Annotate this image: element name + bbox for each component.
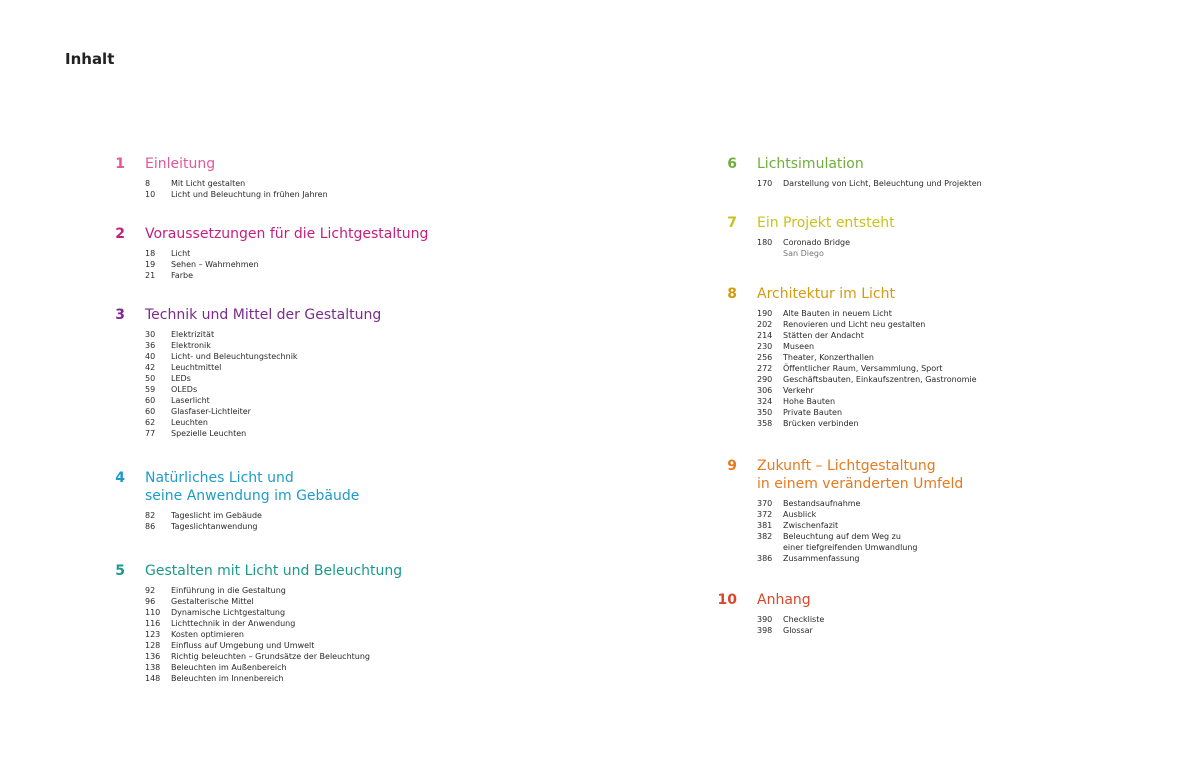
chapter-entries bbox=[145, 329, 625, 439]
toc-entry bbox=[757, 319, 1200, 330]
entry-page-number: 202 bbox=[757, 320, 773, 329]
entry-label-group bbox=[783, 308, 892, 319]
entry-page-number: 96 bbox=[145, 597, 156, 606]
entry-label: Darstellung von Licht, Beleuchtung und Projekten bbox=[783, 179, 982, 188]
chapter-10 bbox=[712, 591, 1200, 636]
entry-label: Coronado Bridge bbox=[783, 238, 851, 247]
entry-label-group bbox=[783, 614, 824, 625]
entry-page-number: 86 bbox=[145, 522, 156, 531]
toc-entry bbox=[145, 384, 625, 395]
toc-entry bbox=[757, 178, 1200, 189]
entry-label-group bbox=[171, 189, 328, 200]
toc-entry bbox=[145, 521, 625, 532]
toc-entry bbox=[757, 520, 1200, 531]
entry-page-number: 50 bbox=[145, 374, 156, 383]
entry-page-number: 180 bbox=[757, 238, 773, 247]
entry-label-group bbox=[783, 319, 925, 330]
entry-page-number: 398 bbox=[757, 626, 773, 635]
entry-page-number: 128 bbox=[145, 641, 161, 650]
entry-page-number: 116 bbox=[145, 619, 161, 628]
entry-label: Kosten optimieren bbox=[171, 630, 244, 639]
entry-label-group bbox=[171, 351, 298, 362]
entry-page-number: 59 bbox=[145, 385, 156, 394]
entry-label-group bbox=[171, 395, 210, 406]
entry-page-number: 272 bbox=[757, 364, 773, 373]
entry-page-number: 21 bbox=[145, 271, 156, 280]
chapter-number: 8 bbox=[727, 286, 737, 302]
chapter-title: Architektur im Licht bbox=[757, 286, 895, 302]
chapter-7 bbox=[712, 214, 1200, 259]
entry-label-group bbox=[783, 520, 838, 531]
entry-page-number: 60 bbox=[145, 396, 156, 405]
chapter-entries bbox=[145, 510, 625, 532]
entry-label-group bbox=[783, 385, 814, 396]
toc-entry bbox=[145, 270, 625, 281]
entry-label-group bbox=[171, 629, 244, 640]
entry-label: LEDs bbox=[171, 374, 191, 383]
entry-label-group bbox=[783, 509, 816, 520]
entry-label: Beleuchtung auf dem Weg zu einer tiefgreifenden Umwandlung bbox=[783, 532, 918, 552]
chapter-number: 3 bbox=[115, 307, 125, 323]
entry-page-number: 92 bbox=[145, 586, 156, 595]
toc-entry bbox=[145, 417, 625, 428]
entry-label-group bbox=[171, 640, 314, 651]
entry-label: Leuchtmittel bbox=[171, 363, 222, 372]
entry-label-group bbox=[171, 662, 287, 673]
entry-page-number: 60 bbox=[145, 407, 156, 416]
entry-label: Stätten der Andacht bbox=[783, 331, 864, 340]
toc-entry bbox=[757, 418, 1200, 429]
entry-label: Licht und Beleuchtung in frühen Jahren bbox=[171, 190, 328, 199]
entry-page-number: 123 bbox=[145, 630, 161, 639]
toc-entry bbox=[145, 329, 625, 340]
chapter-title: Anhang bbox=[757, 592, 811, 608]
entry-label-group bbox=[783, 407, 842, 418]
entry-label-group bbox=[171, 607, 285, 618]
entry-label: Richtig beleuchten – Grundsätze der Beleuchtung bbox=[171, 652, 370, 661]
entry-page-number: 190 bbox=[757, 309, 773, 318]
entry-page-number: 256 bbox=[757, 353, 773, 362]
entry-page-number: 10 bbox=[145, 190, 156, 199]
entry-label-group bbox=[171, 248, 190, 259]
entry-page-number: 390 bbox=[757, 615, 773, 624]
toc-entry bbox=[145, 406, 625, 417]
entry-page-number: 40 bbox=[145, 352, 156, 361]
chapter-title: Einleitung bbox=[145, 156, 216, 172]
toc-entry bbox=[757, 509, 1200, 520]
entry-label: Laserlicht bbox=[171, 396, 210, 405]
entry-label-group bbox=[783, 352, 874, 363]
entry-page-number: 42 bbox=[145, 363, 156, 372]
entry-label: Farbe bbox=[171, 271, 194, 280]
entry-label-group bbox=[171, 384, 197, 395]
entry-page-number: 36 bbox=[145, 341, 156, 350]
entry-label-group bbox=[171, 362, 221, 373]
toc-entry bbox=[757, 396, 1200, 407]
toc-entry bbox=[145, 618, 625, 629]
entry-label: Leuchten bbox=[171, 418, 208, 427]
entry-label-group bbox=[783, 341, 814, 352]
chapter-entries bbox=[757, 614, 1200, 636]
toc-entry bbox=[757, 553, 1200, 564]
chapter-6 bbox=[712, 155, 1200, 189]
toc-entry bbox=[145, 662, 625, 673]
entry-label-group bbox=[171, 673, 284, 684]
entry-page-number: 358 bbox=[757, 419, 773, 428]
toc-entry bbox=[757, 308, 1200, 319]
toc-entry bbox=[757, 625, 1200, 636]
entry-label: Glossar bbox=[783, 626, 813, 635]
entry-label-group bbox=[783, 396, 835, 407]
chapter-title: Natürliches Licht und seine Anwendung im Gebäude bbox=[145, 470, 360, 504]
entry-label-group bbox=[171, 406, 251, 417]
toc-entry bbox=[145, 596, 625, 607]
entry-label-group bbox=[171, 428, 246, 439]
entry-label: Alte Bauten in neuem Licht bbox=[783, 309, 892, 318]
entry-label-group bbox=[171, 596, 254, 607]
entry-label: Elektrizität bbox=[171, 330, 215, 339]
entry-label: Ausblick bbox=[783, 510, 817, 519]
entry-label: Brücken verbinden bbox=[783, 419, 859, 428]
chapter-9 bbox=[712, 457, 1200, 564]
entry-label: Öffentlicher Raum, Versammlung, Sport bbox=[783, 364, 943, 373]
toc-entry bbox=[757, 237, 1200, 259]
entry-label-group bbox=[171, 521, 258, 532]
entry-label: OLEDs bbox=[171, 385, 198, 394]
entry-label: Tageslichtanwendung bbox=[171, 522, 258, 531]
entry-label: Tageslicht im Gebäude bbox=[171, 511, 262, 520]
entry-label-group bbox=[783, 363, 943, 374]
chapter-title: Voraussetzungen für die Lichtgestaltung bbox=[145, 226, 429, 242]
chapter-2 bbox=[100, 225, 625, 281]
toc-entry bbox=[145, 340, 625, 351]
entry-label: Geschäftsbauten, Einkaufszentren, Gastronomie bbox=[783, 375, 977, 384]
chapter-number: 4 bbox=[115, 470, 125, 486]
entry-label: Verkehr bbox=[783, 386, 814, 395]
entry-label-group bbox=[171, 373, 191, 384]
entry-label-group bbox=[783, 553, 859, 564]
entry-label: Beleuchten im Innenbereich bbox=[171, 674, 284, 683]
entry-page-number: 148 bbox=[145, 674, 161, 683]
entry-label-group bbox=[171, 178, 245, 189]
entry-label-group bbox=[171, 417, 208, 428]
entry-label-group bbox=[783, 178, 982, 189]
toc-entry bbox=[145, 373, 625, 384]
toc-entry bbox=[145, 651, 625, 662]
toc-entry bbox=[145, 673, 625, 684]
entry-page-number: 350 bbox=[757, 408, 773, 417]
chapter-entries bbox=[145, 585, 625, 684]
entry-label-group bbox=[171, 270, 193, 281]
entry-label: Hohe Bauten bbox=[783, 397, 836, 406]
toc-entry bbox=[145, 248, 625, 259]
toc-entry bbox=[145, 259, 625, 270]
entry-page-number: 214 bbox=[757, 331, 773, 340]
entry-page-number: 170 bbox=[757, 179, 773, 188]
entry-page-number: 324 bbox=[757, 397, 773, 406]
entry-label: Beleuchten im Außenbereich bbox=[171, 663, 287, 672]
entry-label-group bbox=[171, 585, 286, 596]
entry-label: Checkliste bbox=[783, 615, 825, 624]
chapter-title: Gestalten mit Licht und Beleuchtung bbox=[145, 563, 403, 579]
chapter-number: 9 bbox=[727, 458, 737, 474]
entry-page-number: 372 bbox=[757, 510, 773, 519]
entry-label: Licht- und Beleuchtungstechnik bbox=[171, 352, 298, 361]
entry-label-group bbox=[783, 237, 850, 259]
chapter-entries bbox=[757, 498, 1200, 564]
toc-entry bbox=[145, 395, 625, 406]
entry-label-group bbox=[783, 531, 918, 553]
entry-page-number: 386 bbox=[757, 554, 773, 563]
entry-label: Einführung in die Gestaltung bbox=[171, 586, 286, 595]
toc-entry bbox=[145, 585, 625, 596]
toc-entry bbox=[757, 330, 1200, 341]
entry-label-group bbox=[783, 418, 859, 429]
chapter-entries bbox=[757, 237, 1200, 259]
entry-label-group bbox=[171, 651, 370, 662]
entry-page-number: 382 bbox=[757, 532, 773, 541]
entry-page-number: 110 bbox=[145, 608, 161, 617]
toc-entry bbox=[757, 385, 1200, 396]
entry-label: Dynamische Lichtgestaltung bbox=[171, 608, 286, 617]
entry-label: Einfluss auf Umgebung und Umwelt bbox=[171, 641, 315, 650]
toc-entry bbox=[145, 428, 625, 439]
entry-label: Mit Licht gestalten bbox=[171, 179, 246, 188]
chapter-number: 6 bbox=[727, 156, 737, 172]
entry-page-number: 230 bbox=[757, 342, 773, 351]
toc-entry bbox=[145, 607, 625, 618]
entry-label: Museen bbox=[783, 342, 815, 351]
entry-page-number: 8 bbox=[145, 179, 151, 188]
entry-label: Spezielle Leuchten bbox=[171, 429, 247, 438]
entry-label: Lichttechnik in der Anwendung bbox=[171, 619, 296, 628]
chapter-title: Ein Projekt entsteht bbox=[757, 215, 895, 231]
entry-page-number: 138 bbox=[145, 663, 161, 672]
entry-label-group bbox=[783, 374, 977, 385]
page-title: Inhalt bbox=[65, 50, 115, 68]
toc-entry bbox=[145, 640, 625, 651]
toc-entry bbox=[145, 178, 625, 189]
entry-page-number: 62 bbox=[145, 418, 156, 427]
entry-page-number: 82 bbox=[145, 511, 156, 520]
chapter-8 bbox=[712, 285, 1200, 429]
entry-label-group bbox=[171, 329, 214, 340]
chapter-title: Technik und Mittel der Gestaltung bbox=[145, 307, 382, 323]
entry-label-group bbox=[783, 498, 860, 509]
toc-entry bbox=[757, 614, 1200, 625]
toc-entry bbox=[757, 363, 1200, 374]
entry-label: Sehen – Wahrnehmen bbox=[171, 260, 259, 269]
toc-entry bbox=[145, 629, 625, 640]
chapter-title: Lichtsimulation bbox=[757, 156, 864, 172]
toc-entry bbox=[145, 510, 625, 521]
toc-entry bbox=[757, 341, 1200, 352]
entry-page-number: 306 bbox=[757, 386, 773, 395]
entry-label-group bbox=[171, 510, 262, 521]
chapter-number: 10 bbox=[717, 592, 737, 608]
entry-label-group bbox=[783, 625, 813, 636]
entry-page-number: 77 bbox=[145, 429, 156, 438]
toc-entry bbox=[757, 498, 1200, 509]
toc-entry bbox=[757, 531, 1200, 553]
chapter-number: 5 bbox=[115, 563, 125, 579]
chapter-number: 2 bbox=[115, 226, 125, 242]
toc-entry bbox=[145, 362, 625, 373]
entry-label: Glasfaser-Lichtleiter bbox=[171, 407, 251, 416]
toc-entry bbox=[145, 189, 625, 200]
chapter-1 bbox=[100, 155, 625, 200]
entry-label-group bbox=[171, 618, 295, 629]
toc-entry bbox=[757, 374, 1200, 385]
toc-entry bbox=[145, 351, 625, 362]
entry-page-number: 19 bbox=[145, 260, 156, 269]
entry-page-number: 370 bbox=[757, 499, 773, 508]
entry-label: Gestalterische Mittel bbox=[171, 597, 254, 606]
entry-label: Renovieren und Licht neu gestalten bbox=[783, 320, 926, 329]
entry-label: Elektronik bbox=[171, 341, 211, 350]
entry-page-number: 30 bbox=[145, 330, 156, 339]
entry-label: Theater, Konzerthallen bbox=[783, 353, 874, 362]
entry-label: Private Bauten bbox=[783, 408, 843, 417]
entry-page-number: 381 bbox=[757, 521, 773, 530]
chapter-entries bbox=[757, 178, 1200, 189]
chapter-number: 1 bbox=[115, 156, 125, 172]
entry-label-group bbox=[171, 340, 211, 351]
entry-label: Zusammenfassung bbox=[783, 554, 860, 563]
entry-sublabel: San Diego bbox=[783, 249, 824, 258]
entry-label: Bestandsaufnahme bbox=[783, 499, 861, 508]
toc-entry bbox=[757, 407, 1200, 418]
chapter-number: 7 bbox=[727, 215, 737, 231]
chapter-entries bbox=[145, 248, 625, 281]
chapter-entries bbox=[145, 178, 625, 200]
entry-page-number: 18 bbox=[145, 249, 156, 258]
chapter-3 bbox=[100, 306, 625, 439]
entry-label-group bbox=[783, 330, 864, 341]
chapter-5 bbox=[100, 562, 625, 684]
entry-label: Licht bbox=[171, 249, 191, 258]
entry-label: Zwischenfazit bbox=[783, 521, 839, 530]
chapter-entries bbox=[757, 308, 1200, 429]
entry-label-group bbox=[171, 259, 259, 270]
entry-page-number: 290 bbox=[757, 375, 773, 384]
toc-entry bbox=[757, 352, 1200, 363]
chapter-title: Zukunft – Lichtgestaltung in einem veränderten Umfeld bbox=[757, 458, 964, 492]
entry-page-number: 136 bbox=[145, 652, 161, 661]
chapter-4 bbox=[100, 469, 625, 532]
